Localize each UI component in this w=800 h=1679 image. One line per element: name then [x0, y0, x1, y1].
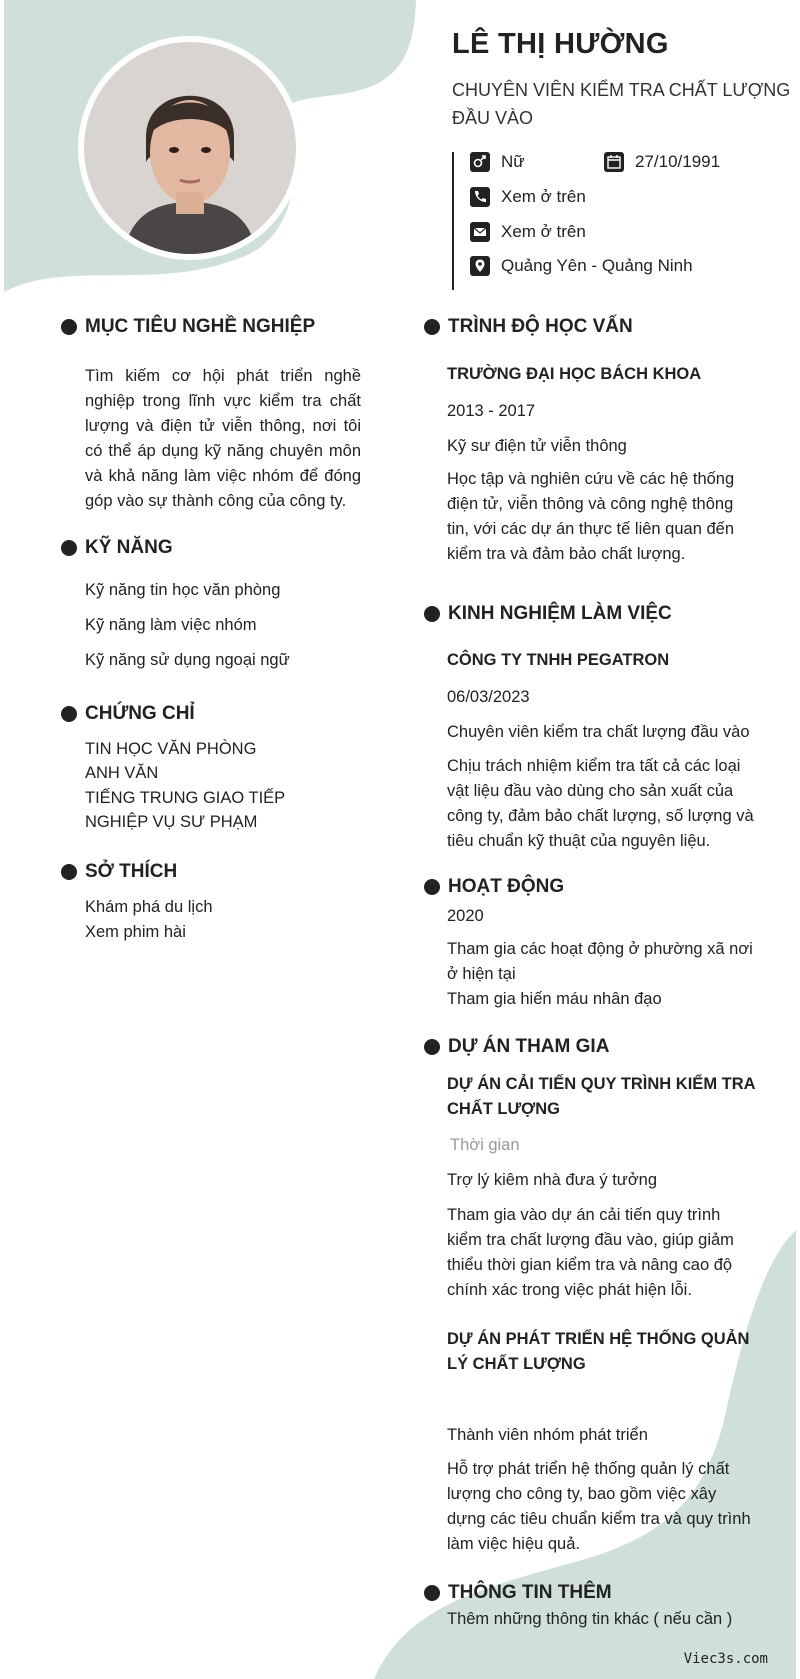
bullet-dot-icon: [424, 1585, 440, 1601]
education-heading: [424, 316, 633, 338]
skill-item: Kỹ năng làm việc nhóm: [85, 616, 257, 634]
experience-description: Chịu trách nhiệm kiểm tra tất cả các loại vật liệu đầu vào dùng cho sản xuất của công ty, đảm bảo chất lượng, số lượng và tiêu chuẩn kỹ thuật của nguyên liệu.: [447, 757, 754, 850]
bullet-dot-icon: [424, 879, 440, 895]
skills-heading: [61, 537, 173, 559]
birthdate-row: [604, 152, 720, 172]
education-degree: Kỹ sư điện tử viễn thông: [447, 437, 627, 455]
certificate-item: TIẾNG TRUNG GIAO TIẾP: [85, 789, 286, 807]
hobbies-heading-text: SỞ THÍCH: [85, 861, 178, 882]
activities-heading: [424, 876, 564, 898]
skill-item: Kỹ năng tin học văn phòng: [85, 581, 281, 599]
extra-info-text: Thêm những thông tin khác ( nếu cần ): [447, 1610, 733, 1628]
email-value[interactable]: Xem ở trên: [501, 222, 586, 241]
project-description: Tham gia vào dự án cải tiến quy trình kiểm tra chất lượng đầu vào, giúp giảm thiểu thời gian kiểm tra và nâng cao độ chính xác trong việc phát hiện lỗi.: [447, 1206, 734, 1299]
objective-heading-text: MỤC TIÊU NGHỀ NGHIỆP: [85, 316, 316, 337]
experience-heading: [424, 603, 672, 625]
experience-position: Chuyên viên kiểm tra chất lượng đầu vào: [447, 723, 750, 741]
project-role: Thành viên nhóm phát triển: [447, 1426, 648, 1444]
contact-info: [452, 152, 454, 290]
phone-icon: [470, 187, 490, 207]
school-name: TRƯỜNG ĐẠI HỌC BÁCH KHOA: [447, 365, 702, 383]
address-row: [470, 256, 693, 276]
activities-heading-text: HOẠT ĐỘNG: [448, 876, 565, 897]
address-value: Quảng Yên - Quảng Ninh: [501, 256, 693, 275]
certificate-item: TIN HỌC VĂN PHÒNG: [85, 740, 257, 758]
skill-item: Kỹ năng sử dụng ngoại ngữ: [85, 651, 290, 669]
avatar: [78, 36, 302, 260]
email-row: [470, 222, 586, 242]
profile-photo-icon: [84, 42, 296, 254]
activity-item: Tham gia các hoạt động ở phường xã nơi ở hiện tại: [447, 940, 753, 983]
skills-heading-text: KỸ NĂNG: [85, 537, 173, 558]
activity-year: 2020: [447, 907, 484, 925]
project-name: DỰ ÁN CẢI TIẾN QUY TRÌNH KIỂM TRA CHẤT LƯỢNG: [447, 1075, 755, 1118]
calendar-icon: [604, 152, 624, 172]
experience-date: 06/03/2023: [447, 688, 530, 706]
email-icon: [470, 222, 490, 242]
objective-heading: [61, 316, 315, 338]
hobby-item: Xem phim hài: [85, 923, 186, 941]
bullet-dot-icon: [424, 1039, 440, 1055]
watermark: Viec3s.com: [683, 1651, 768, 1667]
bullet-dot-icon: [61, 540, 77, 556]
gender-icon: [470, 152, 490, 172]
hobbies-heading: [61, 861, 177, 883]
gender-row: [470, 152, 525, 172]
project-name: DỰ ÁN PHÁT TRIỂN HỆ THỐNG QUẢN LÝ CHẤT LƯỢNG: [447, 1330, 750, 1373]
gender-value: Nữ: [501, 152, 525, 171]
job-title: CHUYÊN VIÊN KIỂM TRA CHẤT LƯỢNG ĐẦU VÀO: [452, 80, 791, 128]
bullet-dot-icon: [424, 319, 440, 335]
cv-page: [4, 0, 796, 1679]
certificates-heading-text: CHỨNG CHỈ: [85, 703, 195, 724]
certificate-item: ANH VĂN: [85, 764, 159, 782]
project-description: Hỗ trợ phát triển hệ thống quản lý chất lượng cho công ty, bao gồm việc xây dựng các tiêu chuẩn kiểm tra và quy trình làm việc hiệu quả.: [447, 1460, 751, 1553]
certificate-item: NGHIỆP VỤ SƯ PHẠM: [85, 813, 258, 831]
education-heading-text: TRÌNH ĐỘ HỌC VẤN: [448, 316, 633, 337]
location-pin-icon: [470, 256, 490, 276]
bullet-dot-icon: [61, 706, 77, 722]
education-description: Học tập và nghiên cứu về các hệ thống điện tử, viễn thông và công nghệ thông tin, với các dự án thực tế liên quan đến kiểm tra và đảm bảo chất lượng.: [447, 470, 735, 563]
project-role: Trợ lý kiêm nhà đưa ý tưởng: [447, 1171, 658, 1189]
phone-row: [470, 187, 586, 207]
extra-info-heading-text: THÔNG TIN THÊM: [448, 1582, 612, 1603]
projects-heading-text: DỰ ÁN THAM GIA: [448, 1036, 610, 1057]
projects-heading: [424, 1036, 609, 1058]
bullet-dot-icon: [424, 606, 440, 622]
extra-info-heading: [424, 1582, 612, 1604]
activity-item: Tham gia hiến máu nhân đạo: [447, 990, 662, 1008]
education-period: 2013 - 2017: [447, 402, 536, 420]
bullet-dot-icon: [61, 864, 77, 880]
experience-heading-text: KINH NGHIỆM LÀM VIỆC: [448, 603, 672, 624]
bullet-dot-icon: [61, 319, 77, 335]
project-time: Thời gian: [450, 1136, 520, 1154]
objective-text: Tìm kiếm cơ hội phát triển nghề nghiệp trong lĩnh vực kiểm tra chất lượng và điện tử viễn thông, nơi tôi có thể áp dụng kỹ năng chuyên môn và khả năng làm việc nhóm để đóng góp vào sự thành công của công ty.: [85, 367, 361, 510]
certificates-heading: [61, 703, 195, 725]
hobby-item: Khám phá du lịch: [85, 898, 213, 916]
birthdate-value: 27/10/1991: [635, 152, 721, 171]
phone-value[interactable]: Xem ở trên: [501, 187, 586, 206]
candidate-name: LÊ THỊ HƯỜNG: [452, 28, 669, 60]
company-name: CÔNG TY TNHH PEGATRON: [447, 651, 670, 669]
